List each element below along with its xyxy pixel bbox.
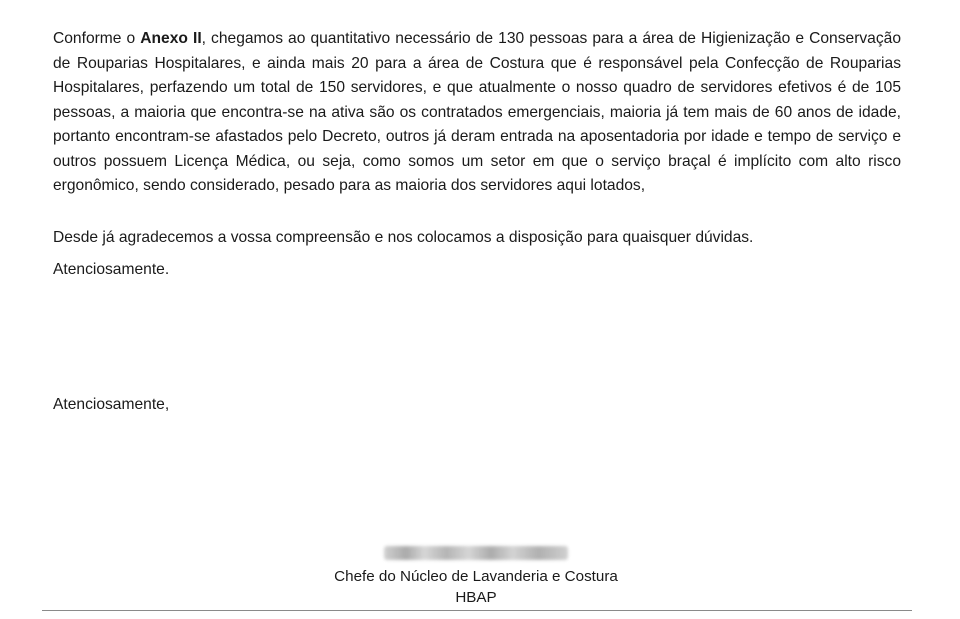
closing-second: Atenciosamente, — [53, 396, 170, 413]
paragraph-agradecimento: Desde já agradecemos a vossa compreensão e nos colocamos a disposição para quaisquer dúvidas. — [53, 229, 754, 246]
signer-title: Chefe do Núcleo de Lavanderia e Costura — [334, 568, 618, 585]
redacted-signer-name — [384, 546, 568, 560]
signer-organization: HBAP — [455, 589, 497, 606]
paragraph1-body: , chegamos ao quantitativo necessário de 130 pessoas para a área de Higienização e Conservação de Rouparias Hospitalares, e ainda mais 20 para a área de Costura que é responsável pela Confecção de Rouparias Hospitalares, perfazendo um total de 150 servidores, e que atualmente o nosso quadro de servidores efetivos é de 105 pessoas, a maioria que encontra-se na ativa são os contratados emergenciais, maioria já tem mais de 60 anos de idade, portanto encontram-se afastados pelo Decreto, outros já deram entrada na aposentadoria por idade e tempo de serviço e outros possuem Licença Médica, ou seja, como somos um setor em que o serviço braçal é implícito com alto risco ergonômico, sendo considerado, pesado para as maioria dos servidores aqui lotados, — [53, 30, 901, 194]
anexo-reference: Anexo II — [140, 30, 202, 47]
paragraph1-lead: Conforme o — [53, 30, 141, 47]
footer-divider — [42, 610, 912, 611]
paragraph-quantitativo — [53, 27, 901, 199]
signature-block — [250, 542, 702, 608]
closing-first: Atenciosamente. — [53, 261, 170, 278]
